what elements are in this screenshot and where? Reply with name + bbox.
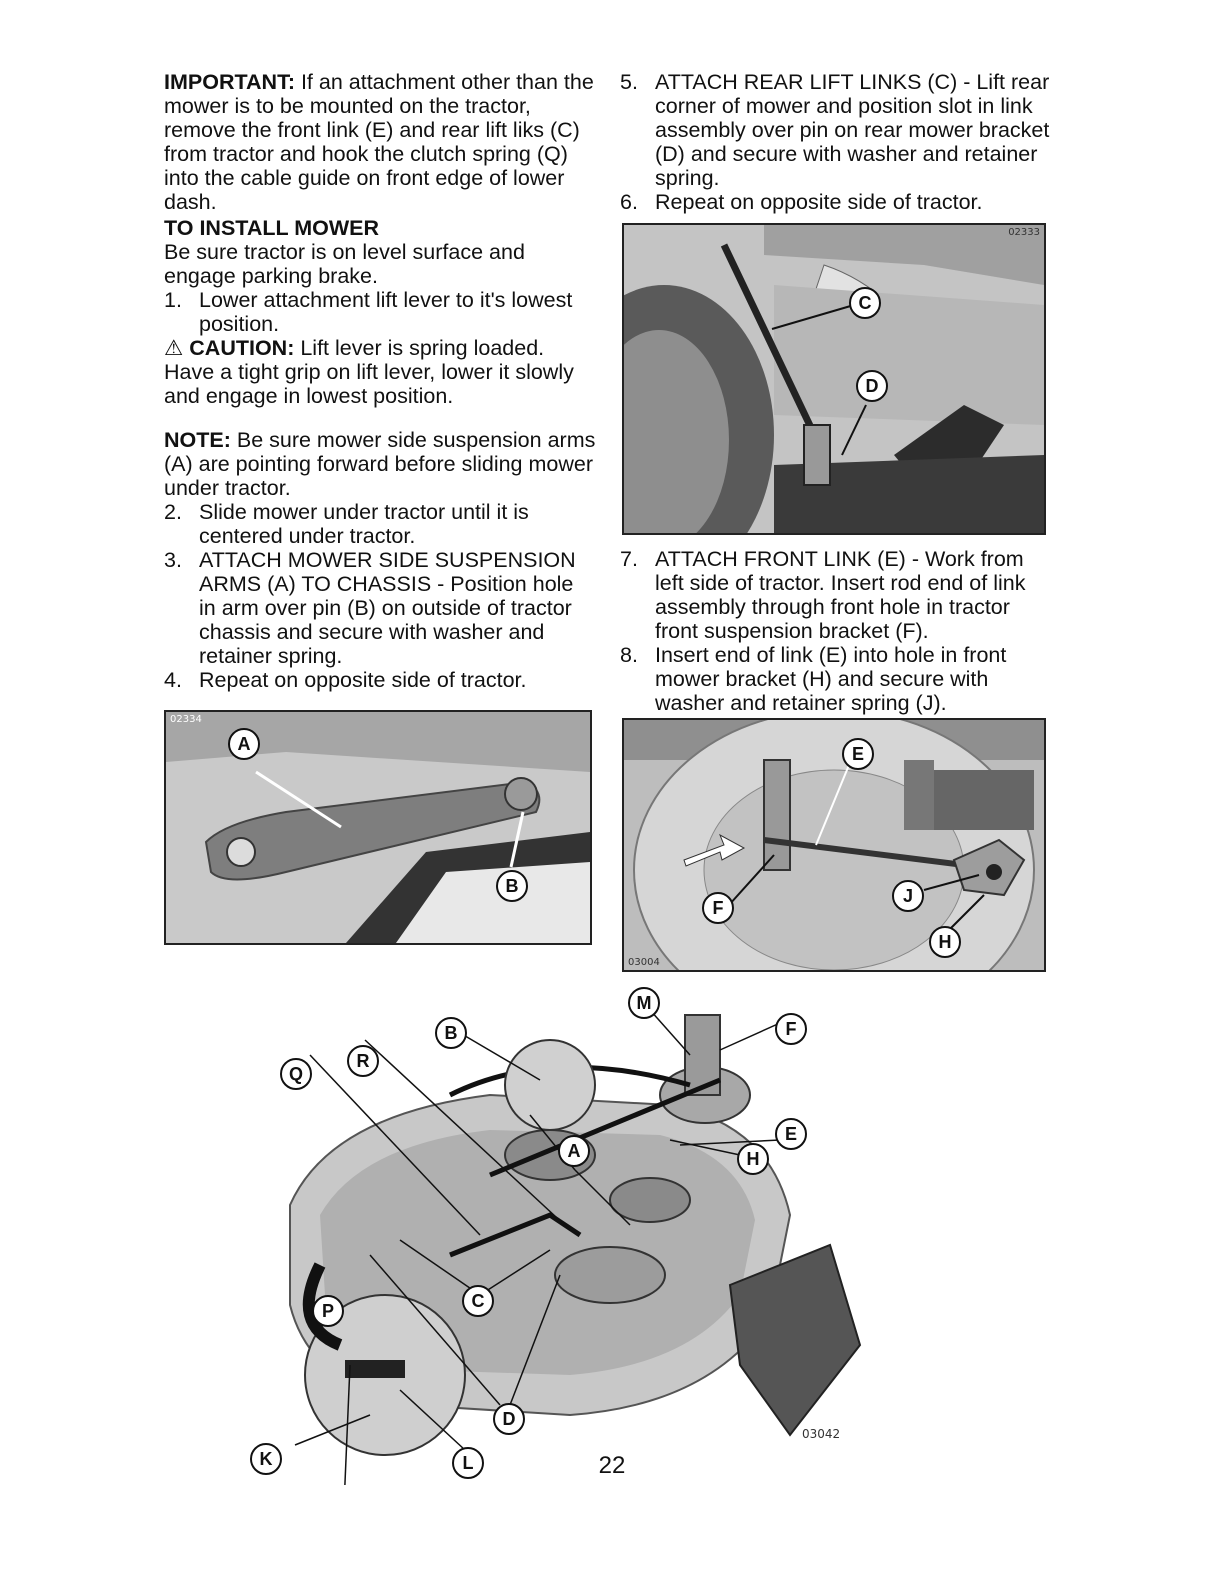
callout-q: Q bbox=[280, 1058, 312, 1090]
caution-text: Lift lever is spring loaded. Have a tight grip on lift lever, lower it slowly and engage in lowest position. bbox=[164, 336, 574, 408]
front-link-illustration bbox=[624, 720, 1044, 970]
figure-code: 02334 bbox=[170, 714, 202, 725]
callout-h: H bbox=[929, 926, 961, 958]
step-number: 1. bbox=[164, 288, 182, 312]
callout-p: P bbox=[312, 1295, 344, 1327]
callout-j: J bbox=[892, 880, 924, 912]
step-text: Slide mower under tractor until it is centered under tractor. bbox=[199, 500, 529, 548]
important-label: IMPORTANT: bbox=[164, 70, 295, 94]
step-number: 7. bbox=[620, 547, 638, 571]
step-8 bbox=[620, 643, 1052, 715]
step-text: ATTACH FRONT LINK (E) - Work from left side of tractor. Insert rod end of link assembly through front hole in tractor front suspension bracket (F). bbox=[655, 547, 1026, 643]
step-7 bbox=[620, 547, 1052, 643]
caution-label: CAUTION: bbox=[189, 336, 295, 360]
figure-mower-deck-assembly bbox=[250, 985, 870, 1485]
page-number: 22 bbox=[598, 1452, 626, 1479]
step-6 bbox=[620, 190, 1052, 214]
callout-c: C bbox=[462, 1285, 494, 1317]
step-2 bbox=[164, 500, 596, 548]
figure-code: 02333 bbox=[1008, 227, 1040, 238]
caution-paragraph bbox=[164, 336, 596, 408]
callout-f: F bbox=[702, 892, 734, 924]
figure-code: 03042 bbox=[802, 1427, 841, 1441]
section-heading: TO INSTALL MOWER bbox=[164, 216, 379, 240]
callout-k: K bbox=[250, 1443, 282, 1475]
callout-r: R bbox=[347, 1045, 379, 1077]
step-number: 4. bbox=[164, 668, 182, 692]
callout-e: E bbox=[775, 1118, 807, 1150]
intro-text: Be sure tractor is on level surface and engage parking brake. bbox=[164, 240, 525, 288]
right-column-top bbox=[620, 70, 1052, 214]
step-number: 3. bbox=[164, 548, 182, 572]
step-text: Lower attachment lift lever to it's lowest position. bbox=[199, 288, 573, 336]
rear-lift-link-illustration bbox=[624, 225, 1044, 533]
warning-icon: ⚠ bbox=[164, 336, 184, 360]
callout-h: H bbox=[737, 1143, 769, 1175]
important-text: If an attachment other than the mower is to be mounted on the tractor, remove the front link (E) and rear lift liks (C) from tractor and hook the clutch spring (Q) into the cable guide on front edge of lower dash. bbox=[164, 70, 594, 214]
callout-a: A bbox=[558, 1135, 590, 1167]
step-text: Repeat on opposite side of tractor. bbox=[199, 668, 527, 692]
step-number: 6. bbox=[620, 190, 638, 214]
step-4 bbox=[164, 668, 596, 692]
mower-deck-illustration bbox=[250, 985, 870, 1485]
step-number: 5. bbox=[620, 70, 638, 94]
step-number: 8. bbox=[620, 643, 638, 667]
step-text: Repeat on opposite side of tractor. bbox=[655, 190, 983, 214]
figure-rear-lift-link bbox=[622, 223, 1046, 535]
callout-m: M bbox=[628, 987, 660, 1019]
step-text: ATTACH REAR LIFT LINKS (C) - Lift rear corner of mower and position slot in link assembly over pin on rear mower bracket (D) and secure with washer and retainer spring. bbox=[655, 70, 1050, 190]
note-text: Be sure mower side suspension arms (A) are pointing forward before sliding mower under tractor. bbox=[164, 428, 596, 500]
step-text: Insert end of link (E) into hole in front mower bracket (H) and secure with washer and retainer spring (J). bbox=[655, 643, 1007, 715]
callout-b: B bbox=[496, 870, 528, 902]
step-text: ATTACH MOWER SIDE SUSPENSION ARMS (A) TO CHASSIS - Position hole in arm over pin (B) on outside of tractor chassis and secure with washer and retainer spring. bbox=[199, 548, 576, 668]
figure-code: 03004 bbox=[628, 957, 660, 968]
callout-d: D bbox=[856, 370, 888, 402]
callout-b: B bbox=[435, 1017, 467, 1049]
right-column-middle bbox=[620, 547, 1052, 715]
figure-suspension-arm bbox=[164, 710, 592, 945]
callout-e: E bbox=[842, 738, 874, 770]
callout-c: C bbox=[849, 287, 881, 319]
step-3 bbox=[164, 548, 596, 668]
callout-a: A bbox=[228, 728, 260, 760]
figure-front-link bbox=[622, 718, 1046, 972]
step-1 bbox=[164, 288, 596, 336]
step-5 bbox=[620, 70, 1052, 190]
callout-f: F bbox=[775, 1013, 807, 1045]
important-paragraph bbox=[164, 70, 596, 214]
callout-l: L bbox=[452, 1447, 484, 1479]
left-column bbox=[164, 70, 596, 692]
note-label: NOTE: bbox=[164, 428, 231, 452]
note-paragraph bbox=[164, 428, 596, 500]
callout-d: D bbox=[493, 1403, 525, 1435]
step-number: 2. bbox=[164, 500, 182, 524]
